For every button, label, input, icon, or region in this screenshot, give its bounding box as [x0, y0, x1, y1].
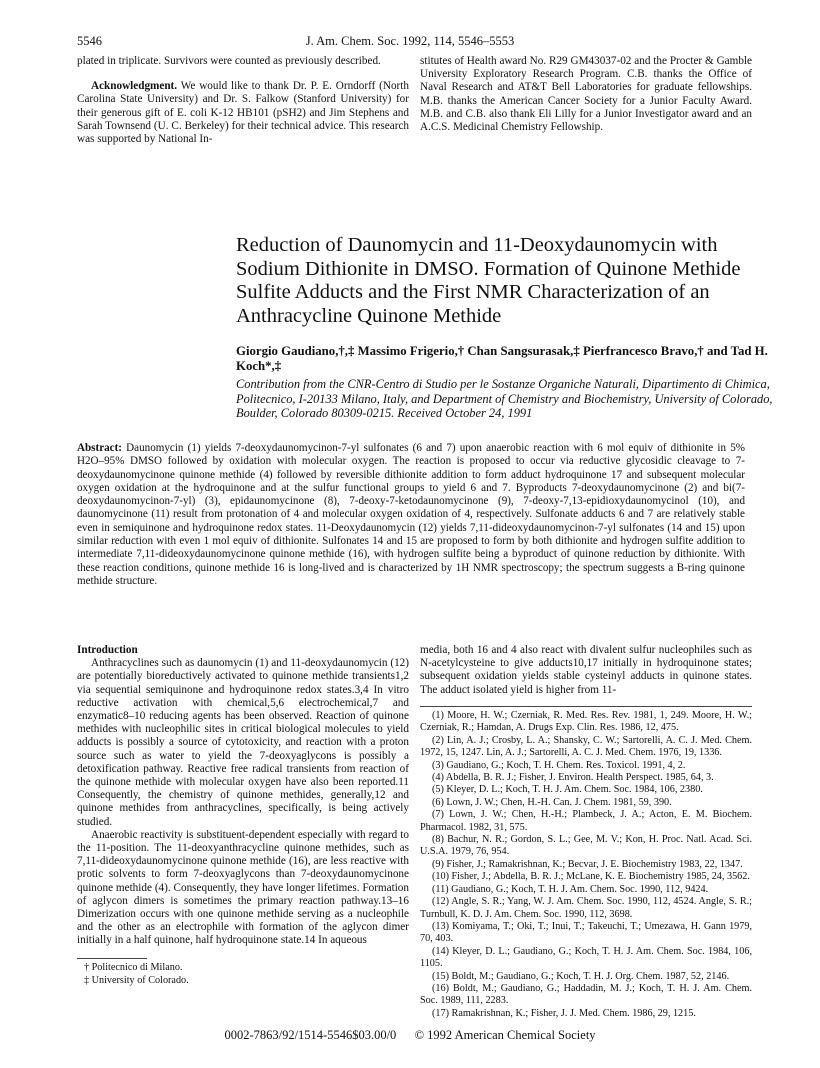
abstract [77, 442, 745, 588]
reference-item: (7) Lown, J. W.; Chen, H.-H.; Plambeck, J. A.; Acton, E. M. Biochem. Pharmacol. 1982, 31, 575. [420, 809, 752, 833]
intro-paragraph-1: Anthracyclines such as daunomycin (1) and 11-deoxydaunomycin (12) are potentially bioreductively activated to quinone methide transients1,2 via sequential semiquinone and hydroquinone redox states.3,4 In vitro reductive activation with chemical,5,6 electrochemical,7 and enzymatic8–10 reducing agents has been observed. Reaction of quinone methides with nucleophilic sites in critical biological molecules to yield adducts is possibly a source of cytotoxicity, and reaction with a proton source such as water to yield the 7-deoxyaglycons is possibly a detoxification pathway. Reactive free radical transients from reaction of the quinone methide with molecular oxygen have also been reported.11 Consequently, the chemistry of quinone methides, generally,12 and quinone methides from anthracyclines, specifically, is being actively studied. [77, 657, 409, 828]
intro-heading: Introduction [77, 644, 138, 656]
reference-item: (16) Boldt, M.; Gaudiano, G.; Haddadin, M. J.; Koch, T. H. J. Am. Chem. Soc. 1989, 111, 2283. [420, 982, 752, 1007]
affiliation: Contribution from the CNR-Centro di Studio per le Sostanze Organiche Naturali, Dipartimento di Chimica, Politecnico, I-20133 Milano, Italy, and Department of Chemistry and Biochemistry, University of Colorado, Boulder, Colorado 80309-0215. Received October 24, 1991 [236, 377, 773, 421]
reference-item: (14) Kleyer, D. L.; Gaudiano, G.; Koch, T. H. J. Am. Chem. Soc. 1984, 106, 1105. [420, 945, 752, 970]
top-left-column [77, 55, 409, 146]
journal-citation: J. Am. Chem. Soc. 1992, 114, 5546–5553 [305, 34, 515, 48]
reference-item: (3) Gaudiano, G.; Koch, T. H. Chem. Res. Toxicol. 1991, 4, 2. [432, 759, 686, 771]
intro-paragraph-2: Anaerobic reactivity is substituent-dependent especially with regard to the 11-position. The 11-deoxyanthracycline quinone methides, such as 7,11-dideoxydaunomycinone quinone methide (16), are less reactive with protic solvents to form 7-deoxyaglycons than 7-deoxydaunomycinone quinone methide (4). Consequently, they have longer lifetimes. Formation of aglycon dimers is sometimes the primary reaction pathway.13–16 Dimerization occurs with one quinone methide serving as a nucleophile and the other as an electrophile with formation of the aglycon dimer initially in a half quinone, half hydroquinone state.14 In aqueous [77, 828, 409, 947]
reference-item: (10) Fisher, J.; Abdella, B. R. J.; McLane, K. E. Biochemistry 1985, 24, 3562. [432, 871, 750, 883]
footnotes [84, 962, 404, 987]
reference-item: (2) Lin, A. J.; Crosby, L. A.; Shansky, C. W.; Sartorelli, A. C. J. Med. Chem. 1972, 15, 1247. Lin, A. J.; Sartorelli, A. C. J. Med. Chem. 1976, 19, 1336. [420, 734, 752, 759]
abstract-label: Abstract: [77, 442, 122, 454]
reference-item: (6) Lown, J. W.; Chen, H.-H. Can. J. Chem. 1981, 59, 390. [432, 796, 672, 808]
author-list: Giorgio Gaudiano,†,‡ Massimo Frigerio,† Chan Sangsurasak,‡ Pierfrancesco Bravo,† and Tad H. Koch*,‡ [236, 344, 768, 373]
footnote-2: ‡ University of Colorado. [84, 974, 189, 986]
intro-left-column [77, 644, 409, 948]
article-title: Reduction of Daunomycin and 11-Deoxydaunomycin with Sodium Dithionite in DMSO. Formation of Quinone Methide Sulfite Adducts and the First NMR Characterization of an Anthracycline Quinone Methide [236, 234, 741, 327]
acknowledgment-paragraph [77, 80, 409, 146]
reference-list [420, 710, 752, 1020]
reference-item: (8) Bachur, N. R.; Gordon, S. L.; Gee, M. V.; Kon, H. Proc. Natl. Acad. Sci. U.S.A. 1979, 76, 954. [420, 834, 752, 858]
copyright: © 1992 American Chemical Society [414, 1028, 596, 1042]
intro-paragraph-3: media, both 16 and 4 also react with divalent sulfur nucleophiles such as N-acetylcysteine to give adducts10,17 initially in hydroquinone states; subsequent oxidation yields stable cysteinyl adducts in quinone states. The adduct isolated yield is higher from 11- [420, 644, 752, 696]
reference-item: (9) Fisher, J.; Ramakrishnan, K.; Becvar, J. E. Biochemistry 1983, 22, 1347. [432, 858, 743, 870]
reference-item: (17) Ramakrishnan, K.; Fisher, J. J. Med. Chem. 1986, 29, 1215. [432, 1007, 696, 1019]
acknowledgment-label: Acknowledgment. [91, 80, 178, 93]
intro-right-column [420, 644, 752, 697]
reference-item: (11) Gaudiano, G.; Koch, T. H. J. Am. Chem. Soc. 1990, 112, 9424. [432, 883, 709, 895]
acknowledgment-text: We would like to thank Dr. P. E. Orndorff (North Carolina State University) and Dr. S. Falkow (Stanford University) for their generous gift of E. coli K-12 HB101 (pSH2) and Jim Stephens and Sarah Townsend (U. C. Berkeley) for their technical advice. This research was supported by National In- [77, 80, 409, 146]
page-number: 5546 [77, 34, 102, 48]
funding-text: stitutes of Health award No. R29 GM43037-02 and the Procter & Gamble University Exploratory Research Program. C.B. thanks the Office of Naval Research and AT&T Bell Laboratories for graduate fellowships. M.B. thanks the American Cancer Society for a Junior Faculty Award. M.B. and C.B. also thank Eli Lilly for a Junior Investigator award and an A.C.S. Medicinal Chemistry Fellowship. [420, 55, 752, 134]
abstract-text: Daunomycin (1) yields 7-deoxydaunomycinon-7-yl sulfonates (6 and 7) upon anaerobic reaction with 6 mol equiv of dithionite in 5% H2O–95% DMSO followed by oxidation with molecular oxygen. The reaction is proposed to occur via reductive glycosidic cleavage to 7-deoxydaunomycinone quinone methide (4) followed by reversible dithionite addition to form adduct hydroquinone 17 and subsequent molecular oxygen oxidation at the hydroquinone and at the sulfur functional groups to yield 6 and 7. Byproducts 7-deoxydaunomycinone (2) and bi(7-deoxydaunomycinon-7-yl) (3), epidaunomycinone (8), 7-deoxy-7-ketodaunomycinone (9), 7-deoxy-7,13-epidioxydaunomycinol (10), and daunomycinone (11) result from protonation of 4 and molecular oxygen oxidation of 4, respectively. Sulfonate adducts 6 and 7 are relatively stable even in semiquinone and hydroquinone redox states. 11-Deoxydaunomycin (12) yields 7,11-dideoxydaunomycinon-7-yl sulfonates (14 and 15) upon similar reduction with even 1 mol equiv of dithionite. Sulfonates 14 and 15 are proposed to form by both dithionite and hydrogen sulfite addition to intermediate 7,11-dideoxydaunomycinone quinone methide (16), with hydrogen sulfite being a byproduct of quinone reduction by dithionite. With these reaction conditions, quinone methide 16 is long-lived and is characterized by 1H NMR spectroscopy; the spectrum suggests a B-ring quinone methide structure. [77, 442, 745, 587]
reference-item: (15) Boldt, M.; Gaudiano, G.; Koch, T. H. J. Org. Chem. 1987, 52, 2146. [432, 970, 730, 982]
reference-rule [420, 706, 752, 707]
reference-item: (1) Moore, H. W.; Czerniak, R. Med. Res. Rev. 1981, 1, 249. Moore, H. W.; Czerniak, R.; Hamdan, A. Drugs Exp. Clin. Res. 1986, 12, 475. [420, 710, 752, 734]
footnote-1: † Politecnico di Milano. [84, 962, 183, 973]
top-right-column [420, 55, 752, 134]
article-code: 0002-7863/92/1514-5546$03.00/0 [224, 1028, 397, 1042]
page-footer [0, 1028, 820, 1043]
reference-item: (5) Kleyer, D. L.; Koch, T. H. J. Am. Chem. Soc. 1984, 106, 2380. [432, 784, 703, 796]
reference-item: (13) Komiyama, T.; Oki, T.; Inui, T.; Takeuchi, T.; Umezawa, H. Gann 1979, 70, 403. [420, 920, 752, 945]
previous-article-end: plated in triplicate. Survivors were counted as previously described. [77, 55, 381, 67]
reference-item: (12) Angle, S. R.; Yang, W. J. Am. Chem. Soc. 1990, 112, 4524. Angle, S. R.; Turnbull, K. D. J. Am. Chem. Soc. 1990, 112, 3698. [420, 896, 752, 920]
reference-item: (4) Abdella, B. R. J.; Fisher, J. Environ. Health Perspect. 1985, 64, 3. [432, 772, 714, 784]
footnote-rule [77, 958, 147, 959]
